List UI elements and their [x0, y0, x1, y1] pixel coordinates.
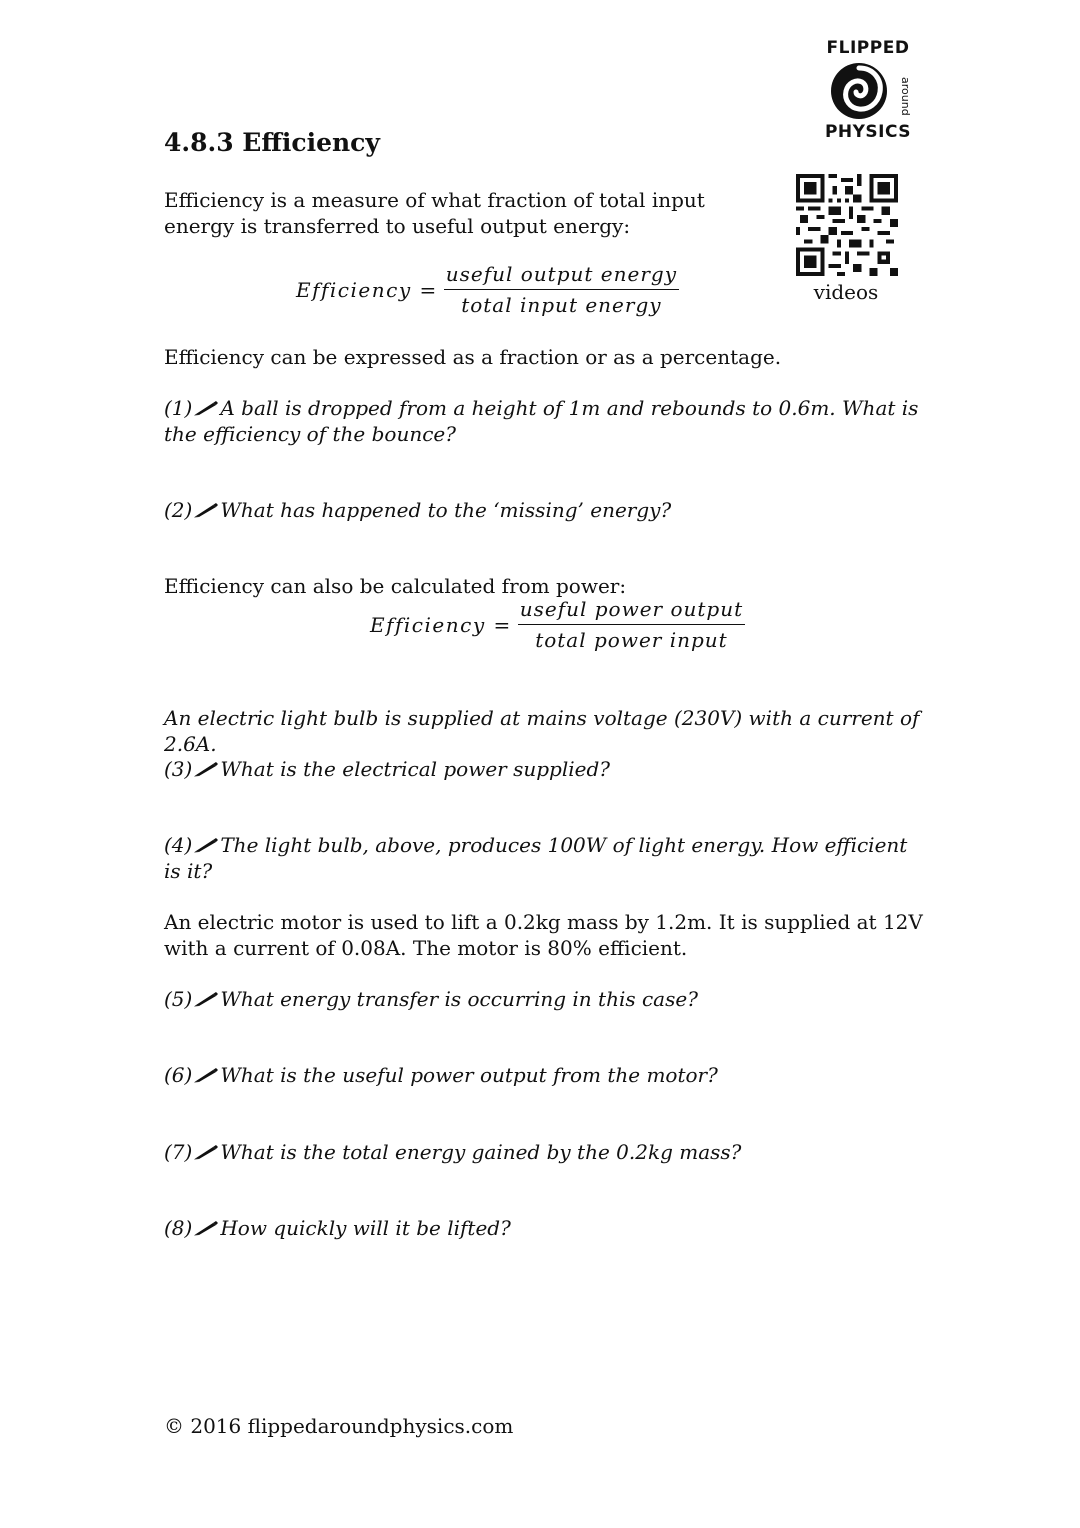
- question-2: [164, 497, 924, 523]
- bulb-scenario: An electric light bulb is supplied at mains voltage (230V) with a current of 2.6A.: [164, 706, 920, 756]
- question-number: (5): [164, 987, 193, 1011]
- question-text: A ball is dropped from a height of 1m and rebounds to 0.6m. What is the efficiency of the bounce?: [164, 396, 919, 446]
- copyright-footer: © 2016 flippedaroundphysics.com: [164, 1414, 514, 1438]
- question-3: [164, 756, 924, 782]
- question-text: What is the useful power output from the motor?: [220, 1063, 718, 1087]
- pencil-icon: [193, 1067, 219, 1083]
- question-1: [164, 395, 924, 447]
- logo-bottom-text: PHYSICS: [824, 122, 912, 142]
- question-number: (1): [164, 396, 193, 420]
- equation-fraction: [518, 597, 745, 652]
- question-number: (8): [164, 1216, 193, 1240]
- question-number: (4): [164, 833, 193, 857]
- question-text: What is the electrical power supplied?: [220, 757, 610, 781]
- question-4: [164, 832, 924, 884]
- equation-denominator: total input energy: [461, 293, 662, 317]
- equation-numerator: useful output energy: [444, 262, 679, 290]
- logo-side-text: around: [899, 76, 912, 116]
- equation-numerator: useful power output: [518, 597, 745, 625]
- flipped-around-physics-logo: [822, 38, 914, 148]
- logo-top-text: FLIPPED: [826, 38, 910, 58]
- question-6: [164, 1062, 924, 1088]
- question-text: The light bulb, above, produces 100W of light energy. How efficient is it?: [164, 833, 908, 883]
- efficiency-power-equation: [370, 597, 745, 652]
- qr-code-label: videos: [813, 280, 879, 304]
- question-7: [164, 1139, 924, 1165]
- equation-lhs: Efficiency =: [370, 612, 512, 637]
- question-8: [164, 1215, 924, 1241]
- pencil-icon: [193, 1144, 219, 1160]
- pencil-icon: [193, 837, 219, 853]
- pencil-icon: [193, 1220, 219, 1236]
- intro-paragraph: Efficiency is a measure of what fraction of total input energy is transferred to useful output energy:: [164, 188, 705, 238]
- question-text: What has happened to the ‘missing’ energy?: [220, 498, 672, 522]
- question-5: [164, 986, 924, 1012]
- question-text: What is the total energy gained by the 0.2kg mass?: [220, 1140, 742, 1164]
- pencil-icon: [193, 991, 219, 1007]
- pencil-icon: [193, 761, 219, 777]
- section-title: 4.8.3 Efficiency: [164, 128, 380, 157]
- motor-scenario: An electric motor is used to lift a 0.2kg mass by 1.2m. It is supplied at 12V with a current of 0.08A. The motor is 80% efficient.: [164, 910, 923, 960]
- power-paragraph: Efficiency can also be calculated from power:: [164, 574, 627, 598]
- question-number: (3): [164, 757, 193, 781]
- question-number: (2): [164, 498, 193, 522]
- question-text: What energy transfer is occurring in this case?: [220, 987, 698, 1011]
- swirl-icon: [828, 60, 890, 122]
- question-number: (7): [164, 1140, 193, 1164]
- fraction-percentage-paragraph: Efficiency can be expressed as a fraction or as a percentage.: [164, 345, 782, 369]
- equation-fraction: [444, 262, 679, 317]
- question-number: (6): [164, 1063, 193, 1087]
- pencil-icon: [193, 400, 219, 416]
- equation-lhs: Efficiency =: [296, 277, 438, 302]
- qr-code[interactable]: [796, 174, 898, 276]
- equation-denominator: total power input: [535, 628, 728, 652]
- efficiency-energy-equation: [296, 262, 679, 317]
- question-text: How quickly will it be lifted?: [220, 1216, 511, 1240]
- pencil-icon: [193, 502, 219, 518]
